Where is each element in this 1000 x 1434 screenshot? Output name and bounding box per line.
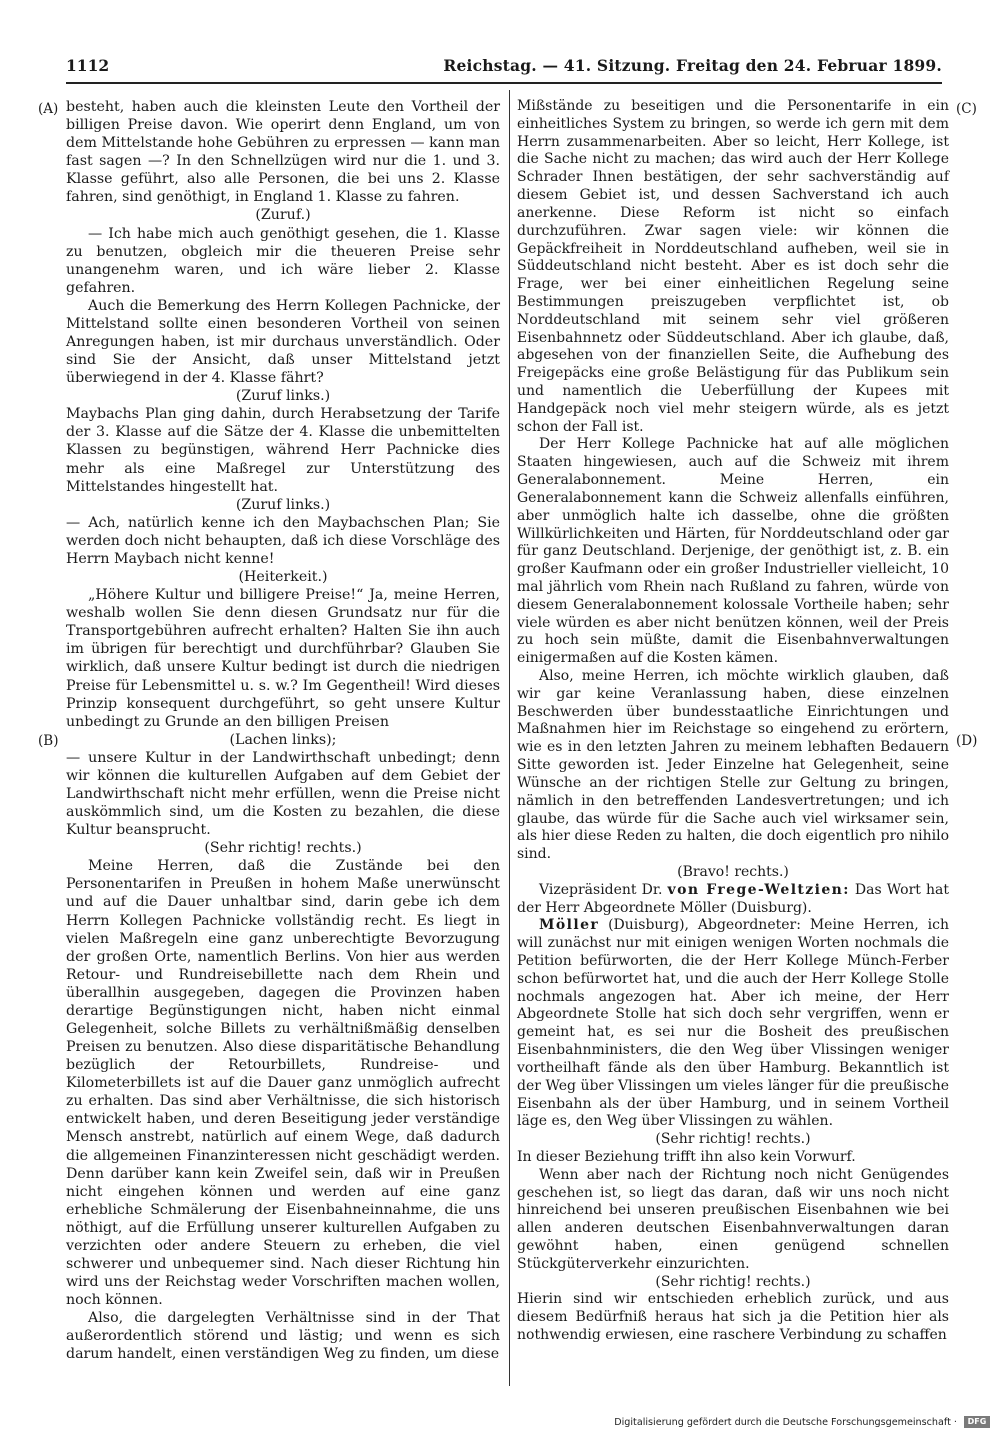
header-rule: [66, 82, 942, 84]
interjection: (Sehr richtig! rechts.): [655, 1273, 811, 1290]
speaker-paragraph: [517, 882, 949, 918]
page-number: 1112: [66, 56, 110, 75]
paragraph: „Höhere Kultur und billigere Preise!“ Ja, meine Herren, weshalb wollen Sie denn diesen Grundsatz nur für die Transportgebühren aufrecht erhalten? Halten Sie ihn auch im übrigen für berechtigt und durchführbar? Glauben Sie wirklich, daß unsere Kultur bedingt ist durch die niedrigen Preise für Lebensmittel u. s. w.? Im Gegentheil! Wird dieses Prinzip konsequent durchgeführt, so geht unsere Kultur unbedingt zu Grunde an den billigen Preisen: [66, 587, 500, 730]
speaker-name: Möller: [539, 917, 600, 934]
paragraph: Also, die dargelegten Verhältnisse sind in der That außerordentlich störend und lästig; und wenn es sich darum handelt, einen verständigen Weg zu finden, um diese: [66, 1310, 500, 1363]
paragraph: Auch die Bemerkung des Herrn Kollegen Pachnicke, der Mittelstand sollte einen besonderen Vortheil von seinen Anregungen haben, ist mir durchaus unverständlich. Oder sind Sie der Ansicht, daß unser Mittelstand jetzt überwiegend in der 4. Klasse fährt?: [66, 297, 500, 387]
interjection: (Bravo! rechts.): [677, 863, 789, 880]
margin-marker-d: (D): [956, 733, 978, 749]
interjection: (Sehr richtig! rechts.): [204, 840, 362, 857]
running-title: Reichstag. — 41. Sitzung. Freitag den 24. Februar 1899.: [443, 56, 942, 75]
margin-marker-a: (A): [38, 101, 59, 117]
speaker-paragraph: [517, 917, 949, 1131]
column-divider: [509, 90, 510, 1386]
paragraph: Wenn aber nach der Richtung noch nicht Genügendes geschehen ist, so liegt das daran, daß wir uns noch nicht hinreichend bei unseren preußischen Eisenbahnen wie bei allen anderen deutschen Eisenbahnverwaltungen daran gewöhnt haben, einen genügend schnellen Stückgüterverkehr einzurichten.: [517, 1166, 949, 1272]
dfg-logo: DFG: [964, 1416, 990, 1428]
speaker-text: (Duisburg), Abgeordneter: Meine Herren, ich will zunächst nur mit einigen wenigen Worten nochmals die Petition befürworten, die der Herr Kollege Münch-Ferber schon befürwortet hat, und die auch der Herr Kollege Stolle nochmals angezogen hat. Aber ich meine, der Herr Abgeordnete Stolle hat sich doch sehr vergriffen, wenn er gemeint hat, es sei nur die Bosheit des preußischen Eisenbahnministers, die den Weg über Vlissingen weniger vortheilhaft fände als den über Hamburg. Bekanntlich ist der Weg über Vlissingen um vieles länger für die preußische Eisenbahn als der über Hamburg, und in seinem Vortheil läge es, den Weg über Vlissingen zu wählen.: [517, 917, 950, 1130]
paragraph: — unsere Kultur in der Landwirthschaft unbedingt; denn wir können die kulturellen Aufgaben auf dem Gebiet der Landwirthschaft nicht mehr erfüllen, wenn die Preise nicht auskömmlich sind, um die Kosten zu bezahlen, die diese Kultur beansprucht.: [66, 749, 500, 839]
interjection: (Zuruf links.): [235, 388, 331, 405]
margin-marker-c: (C): [956, 101, 977, 117]
paragraph: In dieser Beziehung trifft ihn also kein Vorwurf.: [517, 1148, 856, 1165]
speaker-name: von Frege-Weltzien:: [667, 881, 850, 898]
interjection: (Zuruf links.): [235, 496, 331, 513]
paragraph: Mißstände zu beseitigen und die Personentarife in ein einheitliches System zu bringen, so werde ich gern mit dem Herrn zusammenarbeiten. Aber so leicht, Herr Kollege, ist die Sache nicht zu machen; das wird auch der Herr Kollege Schrader Ihnen bestätigen, der sehr sachverständig auf diesem Gebiet ist, und dessen Sachverstand ich auch anerkenne. Diese Reform ist nicht so einfach durchzuführen. Zwar sagen viele: wir können die Gepäckfreiheit in Norddeutschland aufheben, weil sie in Süddeutschland nicht besteht. Aber es ist doch sehr die Frage, wer bei einer einheitlichen Regelung seine Bestimmungen preiszugeben verpflichtet ist, ob Norddeutschland mit seinem sehr viel größeren Eisenbahnnetz oder Süddeutschland. Aber ich glaube, daß, abgesehen von der finanziellen Seite, die Aufhebung des Freigepäcks eine große Belästigung für das Publikum sein und namentlich die Ueberfüllung der Kupees mit Handgepäck noch viel mehr steigern würde, als es jetzt schon der Fall ist.: [517, 98, 949, 435]
interjection: (Heiterkeit.): [238, 569, 328, 586]
paragraph: Also, meine Herren, ich möchte wirklich glauben, daß wir gar keine Veranlassung haben, diese einzelnen Beschwerden über bundesstaatliche Einrichtungen und Maßnahmen hier im Reichstage so eingehend zu erörtern, wie es in den letzten Jahren zu meinem lebhaften Bedauern Sitte geworden ist. Jeder Einzelne hat Gelegenheit, seine Wünsche an der richtigen Stelle zur Geltung zu bringen, nämlich in den betreffenden Landesvertretungen; und ich glaube, das würde für die Sache auch viel wirksamer sein, als hier diese Reden zu halten, die doch eigentlich pro nihilo sind.: [517, 668, 949, 863]
paragraph: Maybachs Plan ging dahin, durch Herabsetzung der Tarife der 3. Klasse auf die Sätze der 4. Klasse die unbemittelten Klassen zu begünstigen, während Herr Pachnicke dies mehr als eine Maßregel zur Unterstützung des Mittelstandes hingestellt hat.: [66, 406, 500, 495]
paragraph: Hierin sind wir entschieden erheblich zurück, und aus diesem Bedürfniß heraus hat sich ja die Petition hier als nothwendig erwiesen, eine raschere Verbindung zu schaffen: [517, 1291, 949, 1344]
digitization-credit: [600, 1416, 990, 1432]
page-header: [66, 56, 942, 80]
paragraph: Der Herr Kollege Pachnicke hat auf alle möglichen Staaten hingewiesen, auch auf die Schweiz mit ihrem Generalabonnement. Meine Herren, ein Generalabonnement kann die Schweiz allenfalls einführen, aber unmöglich halte ich dasselbe, ohne die größten Willkürlichkeiten und Härten, für Norddeutschland oder gar für ganz Deutschland. Derjenige, der genöthigt ist, z. B. ein großer Kaufmann oder ein großer Industrieller vielleicht, 10 mal jährlich vom Rhein nach Rußland zu fahren, würde von diesem Generalabonnement kolossale Vortheile haben; sehr viele würden es aber nicht benützen können, weil der Preis zu hoch sein müßte, damit die Eisenbahnverwaltungen einigermaßen auf die Kosten kämen.: [517, 436, 949, 667]
speaker-title: Vizepräsident Dr.: [539, 881, 663, 898]
paragraph: — Ich habe mich auch genöthigt gesehen, die 1. Klasse zu benutzen, obgleich mir die theueren Preise sehr unangenehm waren, und ich wäre lieber 2. Klasse gefahren.: [66, 225, 500, 296]
paragraph: Meine Herren, daß die Zustände bei den Personentarifen in Preußen in hohem Maße unerwünscht und auf die Dauer unhaltbar sind, darin gebe ich dem Herrn Kollegen Pachnicke vollständig recht. Es liegt in vielen Maßregeln eine ganz unberechtigte Bevorzugung der großen Orte, namentlich Berlins. Von hier aus werden Retour- und Rundreisebillette nach dem Rhein und überallhin ausgegeben, dagegen die Provinzen haben derartige Begünstigungen nicht, haben nicht einmal Gelegenheit, solche Billets zu verhältnißmäßig denselben Preisen zu benutzen. Also diese disparitätische Behandlung bezüglich der Retourbillets, Rundreise- und Kilometerbillets ist auf die Dauer ganz unmöglich aufrecht zu erhalten. Das sind aber Verhältnisse, die sich historisch entwickelt haben, und deren Beseitigung jeder verständige Mensch anstrebt, natürlich auf einem Wege, daß dadurch die allgemeinen Finanzinteressen nicht geschädigt werden. Denn darüber kann kein Zweifel sein, daß wir in Preußen nicht eingehen können und werden auf eine ganz erhebliche Schmälerung der Eisenbahneinnahme, die uns nöthigt, auf die Erfüllung unserer kulturellen Aufgaben zu verzichten oder andere Steuern zu erheben, die viel schwerer und unbequemer sind. Nach dieser Richtung hin wird uns der Reichstag weder Vorschriften machen wollen, noch können.: [66, 858, 500, 1309]
interjection: (Lachen links);: [229, 731, 337, 748]
paragraph: — Ach, natürlich kenne ich den Maybachschen Plan; Sie werden doch nicht behaupten, daß ich diese Vorschläge des Herrn Maybach nicht kenne!: [66, 514, 500, 567]
paragraph: besteht, haben auch die kleinsten Leute den Vortheil der billigen Preise davon. Wie operirt denn England, um von dem Mittelstande hohe Gebühren zu erpressen — kann man fast sagen —? In den Schnellzügen wird nur die 1. und 3. Klasse geführt, also alle Personen, die bei uns 2. Klasse fahren, sind genöthigt, in England 1. Klasse zu fahren.: [66, 99, 500, 206]
right-column: [517, 98, 949, 1345]
left-column: [66, 98, 500, 1363]
interjection: (Sehr richtig! rechts.): [655, 1131, 811, 1148]
margin-marker-b: (B): [38, 733, 59, 749]
credit-text: Digitalisierung gefördert durch die Deutsche Forschungsgemeinschaft ·: [614, 1417, 957, 1428]
interjection: (Zuruf.): [255, 207, 311, 224]
speaker-text: Das Wort hat der Herr Abgeordnete Möller (Duisburg).: [517, 881, 949, 916]
